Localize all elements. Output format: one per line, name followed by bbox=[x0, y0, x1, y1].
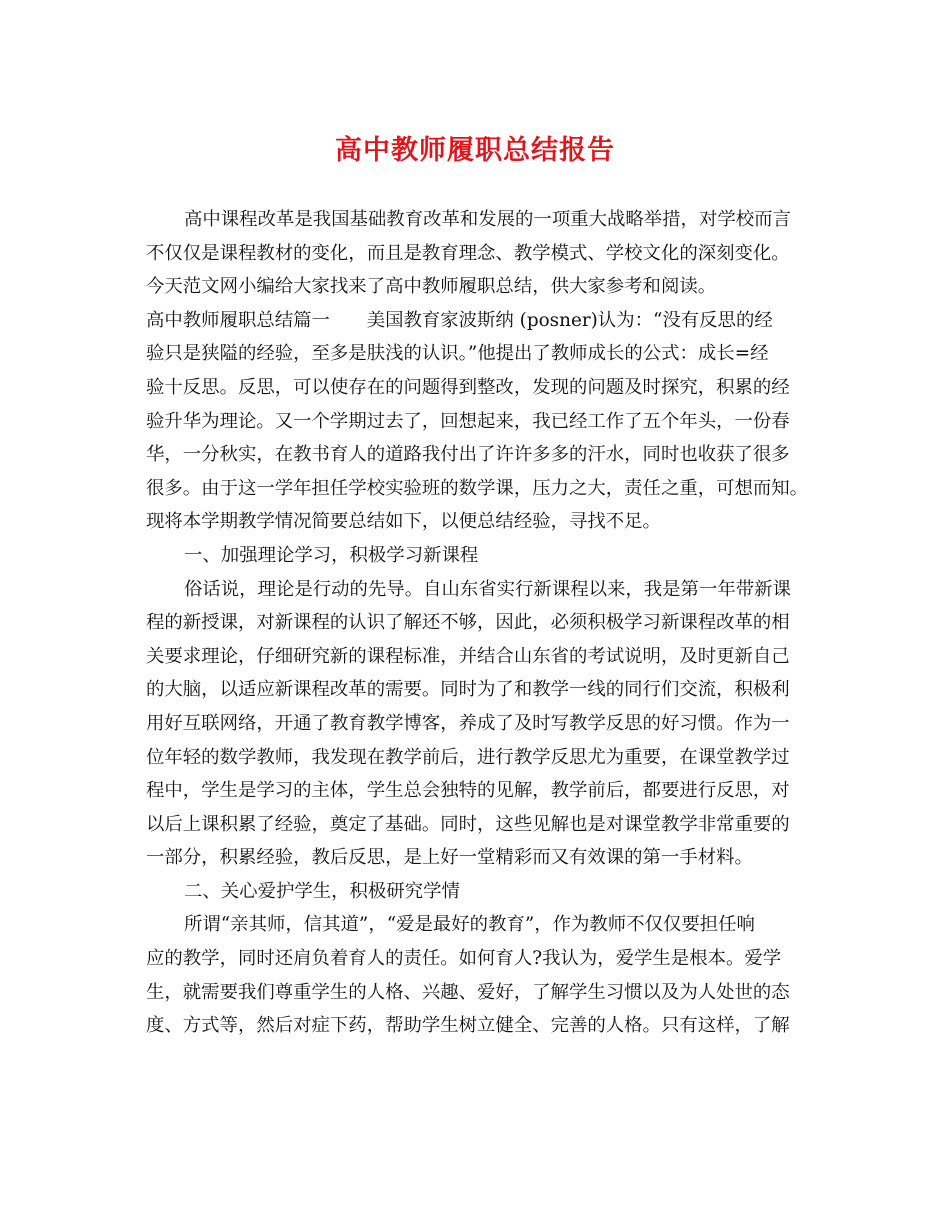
body-line: 高中课程改革是我国基础教育改革和发展的一项重大战略举措，对学校而言 bbox=[184, 209, 791, 230]
body-line: 华，一分秋实，在教书育人的道路我付出了许许多多的汗水，同时也收获了很多 bbox=[146, 444, 790, 466]
body-line: 程中，学生是学习的主体，学生总会独特的见解，教学前后，都要进行反思，对 bbox=[146, 780, 790, 802]
body-line: 高中教师履职总结篇一 美国教育家波斯纳 (posner)认为：“没有反思的经 bbox=[146, 309, 773, 331]
body-line: 位年轻的数学教师，我发现在教学前后，进行教学反思尤为重要，在课堂教学过 bbox=[146, 746, 790, 768]
body-line: 俗话说，理论是行动的先导。自山东省实行新课程以来，我是第一年带新课 bbox=[184, 578, 791, 600]
body-line: 用好互联网络，开通了教育教学博客，养成了及时写教学反思的好习惯。作为一 bbox=[146, 712, 790, 734]
body-line: 不仅仅是课程教材的变化，而且是教育理念、教学模式、学校文化的深刻变化。 bbox=[146, 242, 790, 264]
body-line: 一部分，积累经验，教后反思，是上好一堂精彩而又有效课的第一手材料。 bbox=[146, 847, 753, 869]
body-line: 程的新授课，对新课程的认识了解还不够，因此，必须积极学习新课程改革的相 bbox=[146, 612, 790, 634]
section-heading: 二、关心爱护学生，积极研究学情 bbox=[184, 880, 460, 902]
body-line: 生，就需要我们尊重学生的人格、兴趣、爱好，了解学生习惯以及为人处世的态 bbox=[146, 981, 790, 1003]
body-line: 验十反思。反思，可以使存在的问题得到整改，发现的问题及时探究，积累的经 bbox=[146, 376, 790, 398]
body-line: 现将本学期教学情况简要总结如下，以便总结经验，寻找不足。 bbox=[146, 511, 661, 533]
body-line: 以后上课积累了经验，奠定了基础。同时，这些见解也是对课堂教学非常重要的 bbox=[146, 813, 790, 835]
body-line: 验升华为理论。又一个学期过去了，回想起来，我已经工作了五个年头，一份春 bbox=[146, 410, 790, 432]
body-line: 关要求理论，仔细研究新的课程标准，并结合山东省的考试说明，及时更新自己 bbox=[146, 645, 790, 667]
body-line: 很多。由于这一学年担任学校实验班的数学课，压力之大，责任之重，可想而知。 bbox=[146, 477, 809, 499]
body-line: 度、方式等，然后对症下药，帮助学生树立健全、完善的人格。只有这样，了解 bbox=[146, 1015, 790, 1037]
document-title: 高中教师履职总结报告 bbox=[335, 135, 615, 166]
body-line: 验只是狭隘的经验，至多是肤浅的认识。”他提出了教师成长的公式：成长=经 bbox=[146, 343, 769, 365]
body-line: 应的教学，同时还肩负着育人的责任。如何育人?我认为，爱学生是根本。爱学 bbox=[146, 948, 782, 970]
body-line: 今天范文网小编给大家找来了高中教师履职总结，供大家参考和阅读。 bbox=[146, 276, 717, 298]
section-heading: 一、加强理论学习，积极学习新课程 bbox=[184, 544, 479, 566]
document-body bbox=[146, 203, 816, 1043]
body-line: 所谓“亲其师，信其道”，“爱是最好的教育”，作为教师不仅仅要担任响 bbox=[184, 914, 755, 936]
body-line: 的大脑，以适应新课程改革的需要。同时为了和教学一线的同行们交流，积极利 bbox=[146, 679, 790, 701]
